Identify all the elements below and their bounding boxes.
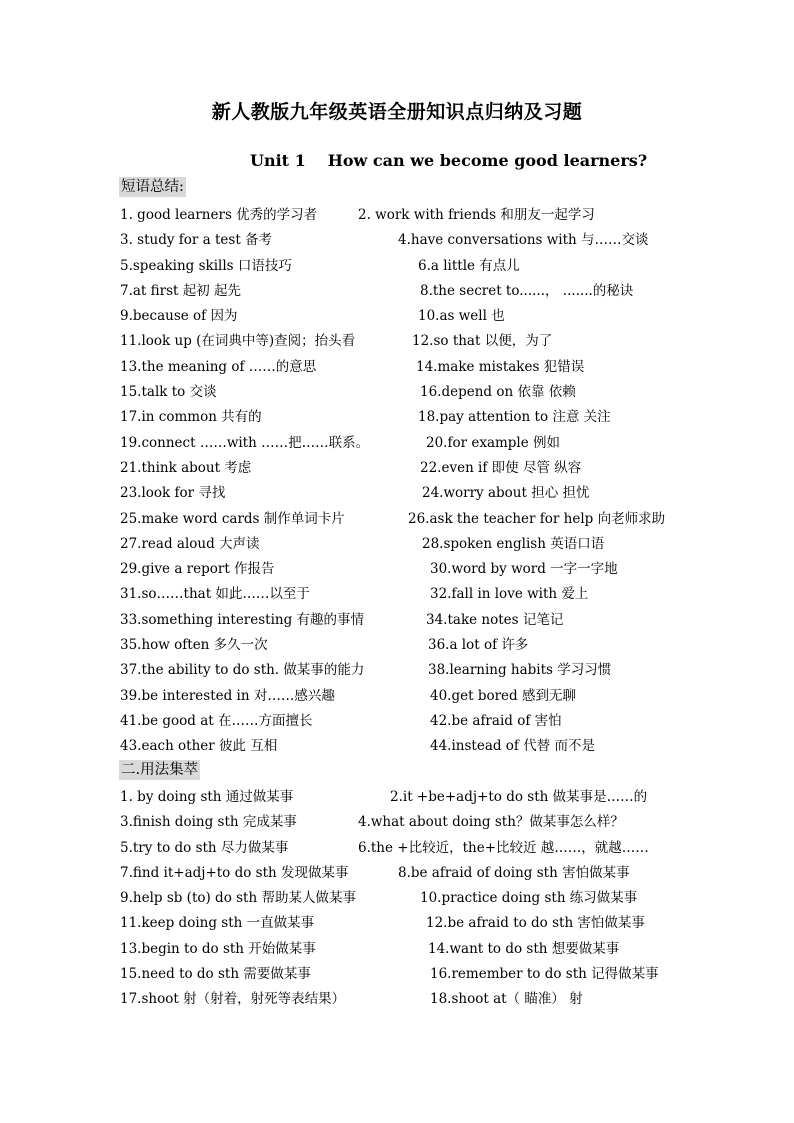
phrase-row [120, 706, 680, 731]
phrase-row [120, 529, 680, 554]
phrase-row [120, 352, 680, 377]
usage-item: 2.it +be+adj+to do sth 做某事是……的 [390, 789, 648, 805]
phrase-row [120, 301, 680, 326]
usage-row [120, 782, 680, 807]
phrases-section-heading: 短语总结: [121, 179, 184, 195]
phrase-item: 31.so……that 如此……以至于 [120, 586, 310, 603]
phrase-item: 6.a little 有点儿 [418, 257, 520, 274]
usage-list [120, 782, 680, 1010]
usage-item: 9.help sb (to) do sth 帮助某人做某事 [120, 890, 356, 907]
usage-item: 1. by doing sth 通过做某事 [120, 789, 294, 805]
usage-item: 12.be afraid to do sth 害怕做某事 [426, 915, 645, 932]
usage-item: 3.finish doing sth 完成某事 [120, 814, 297, 831]
phrase-item: 41.be good at 在……方面擅长 [120, 712, 313, 729]
unit-label: Unit 1 [250, 151, 306, 170]
usage-item: 15.need to do sth 需要做某事 [120, 966, 311, 983]
usage-item: 14.want to do sth 想要做某事 [428, 940, 620, 957]
phrase-item: 36.a lot of 许多 [428, 637, 529, 654]
usage-item: 4.what about doing sth？做某事怎么样？ [358, 814, 624, 831]
usage-item: 10.practice doing sth 练习做某事 [420, 890, 638, 907]
usage-row [120, 984, 680, 1009]
usage-item: 7.find it+adj+to do sth 发现做某事 [120, 864, 349, 881]
phrase-item: 2. work with friends 和朋友一起学习 [358, 207, 595, 223]
document-title: 新人教版九年级英语全册知识点归纳及习题 [211, 101, 583, 123]
phrase-item: 5.speaking skills 口语技巧 [120, 257, 292, 274]
phrase-row [120, 605, 680, 630]
phrase-row [120, 251, 680, 276]
phrase-row [120, 453, 680, 478]
phrase-item: 43.each other 彼此 互相 [120, 738, 278, 755]
phrase-row [120, 402, 680, 427]
phrase-row [120, 200, 680, 225]
usage-row [120, 959, 680, 984]
phrases-list [120, 200, 680, 757]
phrase-item: 44.instead of 代替 而不是 [430, 738, 596, 755]
unit-heading [250, 151, 647, 170]
usage-item: 17.shoot 射（射着，射死等表结果） [120, 991, 346, 1008]
unit-question: How can we become good learners? [327, 151, 648, 170]
phrase-item: 40.get bored 感到无聊 [430, 687, 576, 704]
usage-row [120, 833, 680, 858]
phrase-row [120, 225, 680, 250]
usage-section-heading: 二.用法集萃 [121, 762, 199, 778]
phrase-item: 1. good learners 优秀的学习者 [120, 207, 318, 223]
phrase-item: 18.pay attention to 注意 关注 [418, 409, 611, 426]
phrase-item: 15.talk to 交谈 [120, 384, 217, 401]
phrase-item: 20.for example 例如 [426, 434, 561, 451]
usage-item: 8.be afraid of doing sth 害怕做某事 [398, 864, 630, 881]
usage-row [120, 858, 680, 883]
phrase-item: 24.worry about 担心 担忧 [422, 485, 590, 502]
phrase-item: 32.fall in love with 爱上 [430, 586, 589, 603]
phrase-row [120, 630, 680, 655]
phrase-item: 13.the meaning of ……的意思 [120, 358, 317, 375]
phrase-row [120, 731, 680, 756]
phrase-item: 14.make mistakes 犯错误 [416, 358, 585, 375]
phrase-row [120, 504, 680, 529]
phrase-row [120, 326, 680, 351]
phrase-item: 8.the secret to......， .......的秘诀 [420, 282, 634, 299]
usage-item: 13.begin to do sth 开始做某事 [120, 940, 316, 957]
phrase-item: 27.read aloud 大声读 [120, 535, 260, 552]
usage-item: 6.the +比较近，the+比较近 越……，就越…… [358, 839, 649, 856]
phrase-item: 38.learning habits 学习习惯 [428, 662, 612, 679]
phrase-item: 21.think about 考虑 [120, 459, 252, 476]
phrase-item: 16.depend on 依靠 依赖 [420, 384, 576, 401]
phrase-item: 30.word by word 一字一字地 [430, 561, 618, 578]
usage-row [120, 807, 680, 832]
phrase-item: 34.take notes 记笔记 [426, 611, 564, 628]
phrase-item: 39.be interested in 对……感兴趣 [120, 687, 335, 704]
phrase-row [120, 579, 680, 604]
usage-item: 18.shoot at（ 瞄准） 射 [430, 991, 583, 1008]
usage-row [120, 908, 680, 933]
phrase-item: 35.how often 多久一次 [120, 637, 268, 654]
phrase-item: 22.even if 即使 尽管 纵容 [420, 459, 582, 476]
phrase-item: 33.something interesting 有趣的事情 [120, 611, 365, 628]
phrase-item: 26.ask the teacher for help 向老师求助 [408, 510, 666, 527]
phrase-row [120, 681, 680, 706]
phrase-item: 19.connect ……with ……把……联系。 [120, 434, 370, 451]
phrase-item: 42.be afraid of 害怕 [430, 712, 562, 729]
usage-row [120, 934, 680, 959]
phrase-item: 3. study for a test 备考 [120, 232, 273, 249]
phrase-item: 7.at first 起初 起先 [120, 282, 242, 299]
phrase-row [120, 655, 680, 680]
phrase-row [120, 428, 680, 453]
phrase-item: 9.because of 因为 [120, 308, 238, 325]
phrase-item: 23.look for 寻找 [120, 485, 226, 502]
phrase-item: 10.as well 也 [418, 308, 505, 325]
phrase-item: 29.give a report 作报告 [120, 561, 275, 578]
usage-item: 16.remember to do sth 记得做某事 [430, 966, 659, 983]
phrase-row [120, 276, 680, 301]
usage-item: 5.try to do sth 尽力做某事 [120, 839, 289, 856]
phrase-row [120, 478, 680, 503]
phrase-item: 25.make word cards 制作单词卡片 [120, 510, 345, 527]
phrase-item: 4.have conversations with 与……交谈 [398, 232, 649, 249]
usage-item: 11.keep doing sth 一直做某事 [120, 915, 315, 932]
phrase-item: 37.the ability to do sth. 做某事的能力 [120, 662, 365, 679]
phrase-item: 12.so that 以便，为了 [412, 333, 553, 350]
phrase-item: 28.spoken english 英语口语 [422, 535, 605, 552]
phrase-item: 17.in common 共有的 [120, 409, 262, 426]
usage-row [120, 883, 680, 908]
phrase-row [120, 377, 680, 402]
phrase-row [120, 554, 680, 579]
phrase-item: 11.look up (在词典中等)查阅；抬头看 [120, 333, 356, 350]
